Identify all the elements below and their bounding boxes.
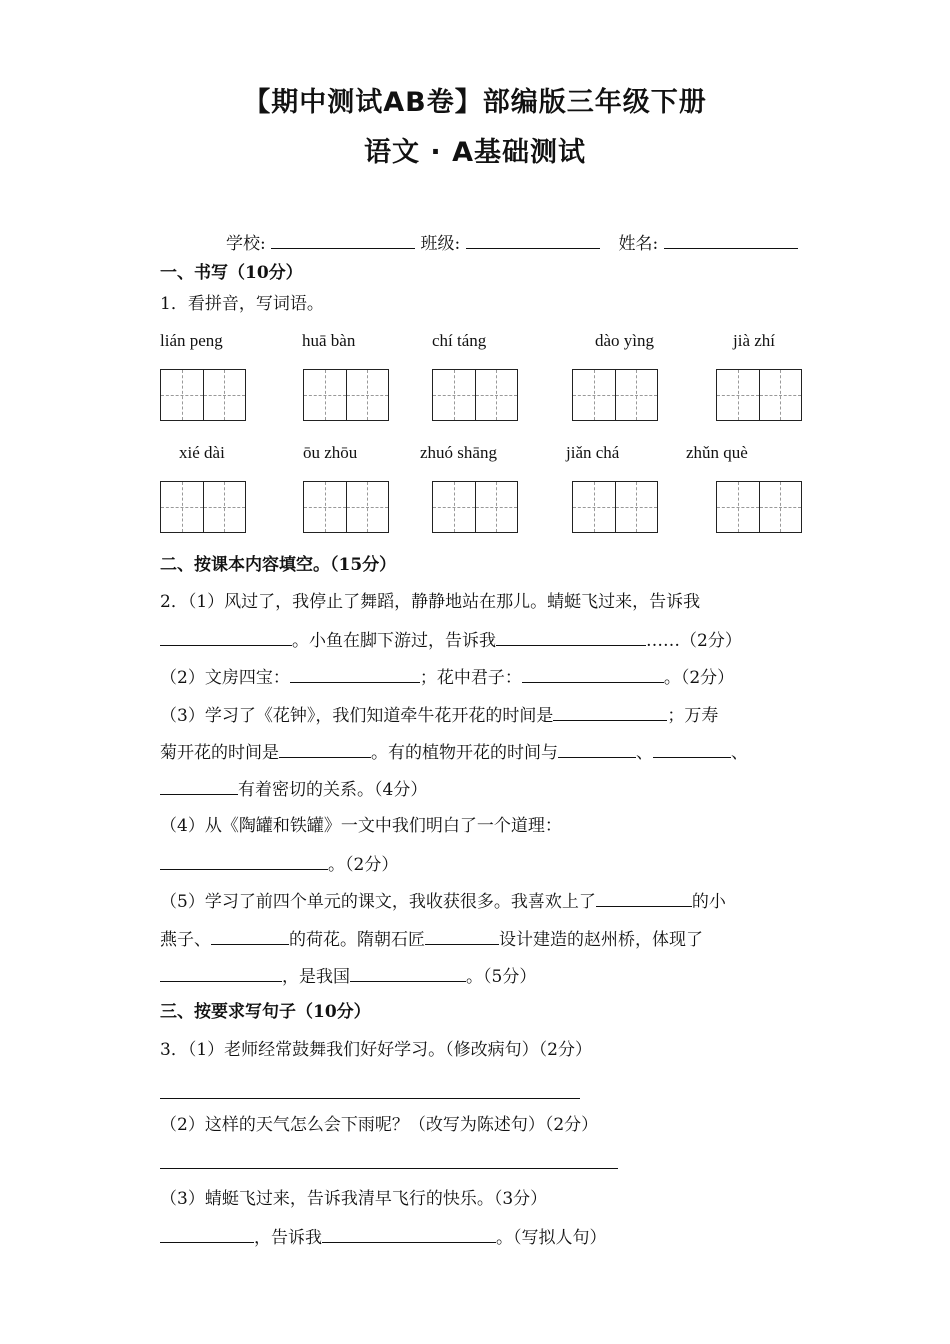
answer-line[interactable] bbox=[160, 1168, 618, 1169]
q2-3-text: 菊开花的时间是 bbox=[160, 743, 279, 763]
pinyin-label: zhuó shāng bbox=[420, 443, 497, 462]
q2-3-line1 bbox=[160, 702, 718, 728]
answer-blank[interactable] bbox=[160, 1224, 254, 1243]
q2-3-text: 。有的植物开花的时间与 bbox=[371, 743, 558, 763]
writing-box[interactable] bbox=[160, 481, 246, 533]
q2-5-text: 设计建造的赵州桥，体现了 bbox=[499, 930, 703, 950]
answer-blank[interactable] bbox=[160, 627, 292, 646]
q2-5-line3 bbox=[160, 963, 536, 989]
pinyin-label: jiǎn chá bbox=[566, 443, 620, 462]
writing-box[interactable] bbox=[160, 369, 246, 421]
info-line bbox=[226, 230, 798, 256]
q2-3-text: 有着密切的关系。（4分） bbox=[238, 780, 428, 800]
answer-line[interactable] bbox=[160, 1098, 580, 1099]
q2-4-line2 bbox=[160, 851, 398, 877]
q2-2-text: （2）文房四宝： bbox=[160, 668, 290, 688]
q2-1-score: ……（2分） bbox=[646, 631, 742, 651]
writing-box[interactable] bbox=[432, 369, 518, 421]
answer-blank[interactable] bbox=[211, 926, 289, 945]
answer-blank[interactable] bbox=[160, 776, 238, 795]
answer-blank[interactable] bbox=[653, 739, 731, 758]
answer-blank[interactable] bbox=[596, 888, 692, 907]
school-label: 学校: bbox=[226, 234, 266, 254]
answer-blank[interactable] bbox=[496, 627, 646, 646]
pinyin-label: zhǔn què bbox=[686, 443, 748, 462]
q2-5-line1 bbox=[160, 888, 726, 914]
q2-3-text: ；万寿 bbox=[667, 706, 719, 726]
q2-5-text: 的小 bbox=[691, 892, 726, 912]
answer-blank[interactable] bbox=[160, 851, 328, 870]
q2-3-sep: 、 bbox=[636, 743, 653, 763]
writing-box[interactable] bbox=[432, 481, 518, 533]
writing-box[interactable] bbox=[716, 481, 802, 533]
answer-blank[interactable] bbox=[425, 926, 499, 945]
answer-blank[interactable] bbox=[558, 739, 636, 758]
pinyin-label: lián peng bbox=[160, 331, 223, 350]
writing-box[interactable] bbox=[716, 369, 802, 421]
pinyin-label: chí táng bbox=[432, 331, 487, 350]
answer-blank[interactable] bbox=[290, 664, 420, 683]
name-label: 姓名: bbox=[618, 234, 659, 254]
q2-2-text: ；花中君子： bbox=[419, 668, 522, 688]
q2-5-text: 的荷花。隋朝石匠 bbox=[289, 930, 425, 950]
answer-blank[interactable] bbox=[322, 1224, 496, 1243]
q2-2-score: 。（2分） bbox=[663, 668, 735, 688]
pinyin-label: dào yìng bbox=[595, 331, 655, 350]
writing-box[interactable] bbox=[572, 369, 658, 421]
q3-3-text: ，告诉我 bbox=[254, 1228, 322, 1248]
q3-3-text: 。（写拟人句） bbox=[496, 1228, 607, 1248]
q2-4-score: 。（2分） bbox=[328, 855, 399, 875]
q2-3-line3 bbox=[160, 776, 427, 802]
q2-5-text: 燕子、 bbox=[160, 930, 211, 950]
q2-4-line1: （4）从《陶罐和铁罐》一文中我们明白了一个道理： bbox=[160, 816, 562, 836]
q2-1-line1: 2．（1）风过了，我停止了舞蹈，静静地站在那儿。蜻蜓飞过来，告诉我 bbox=[160, 592, 701, 612]
writing-box[interactable] bbox=[303, 369, 389, 421]
pinyin-label: xié dài bbox=[179, 443, 225, 462]
q2-5-text: ，是我国 bbox=[282, 967, 350, 987]
writing-box[interactable] bbox=[303, 481, 389, 533]
class-label: 班级: bbox=[420, 234, 461, 254]
pinyin-label: huā bàn bbox=[302, 331, 356, 350]
answer-blank[interactable] bbox=[279, 739, 371, 758]
answer-blank[interactable] bbox=[160, 963, 282, 982]
q3-1: 3．（1）老师经常鼓舞我们好好学习。（修改病句）（2分） bbox=[160, 1040, 592, 1060]
q2-3-sep: 、 bbox=[731, 743, 748, 763]
page-subtitle: 语文 · A基础测试 bbox=[364, 137, 586, 168]
q2-3-text: （3）学习了《花钟》，我们知道牵牛花开花的时间是 bbox=[160, 706, 554, 726]
q3-3: （3）蜻蜓飞过来，告诉我清早飞行的快乐。（3分） bbox=[160, 1189, 548, 1209]
pinyin-label: ōu zhōu bbox=[303, 443, 358, 462]
writing-box[interactable] bbox=[572, 481, 658, 533]
q2-1-line2 bbox=[160, 627, 742, 653]
answer-blank[interactable] bbox=[350, 963, 466, 982]
q2-5-text: （5）学习了前四个单元的课文，我收获很多。我喜欢上了 bbox=[160, 892, 596, 912]
section3-heading: 三、按要求写句子（10分） bbox=[160, 1002, 371, 1022]
q3-3-answer bbox=[160, 1224, 607, 1250]
section2-heading: 二、按课本内容填空。（15分） bbox=[160, 555, 397, 575]
class-field[interactable] bbox=[466, 230, 600, 249]
q2-5-score: 。（5分） bbox=[466, 967, 537, 987]
answer-blank[interactable] bbox=[522, 664, 664, 683]
name-field[interactable] bbox=[664, 230, 798, 249]
pinyin-label: jià zhí bbox=[733, 331, 776, 350]
page-title: 【期中测试AB卷】部编版三年级下册 bbox=[243, 87, 707, 118]
q2-5-line2 bbox=[160, 926, 703, 952]
q2-2 bbox=[160, 664, 734, 690]
school-field[interactable] bbox=[271, 230, 415, 249]
answer-blank[interactable] bbox=[553, 702, 667, 721]
q1-instruction: 1．看拼音，写词语。 bbox=[160, 294, 324, 314]
q2-1-text: 。小鱼在脚下游过，告诉我 bbox=[292, 631, 496, 651]
q3-2: （2）这样的天气怎么会下雨呢？（改写为陈述句）（2分） bbox=[160, 1115, 599, 1135]
section1-heading: 一、书写（10分） bbox=[160, 263, 303, 283]
q2-3-line2 bbox=[160, 739, 748, 765]
